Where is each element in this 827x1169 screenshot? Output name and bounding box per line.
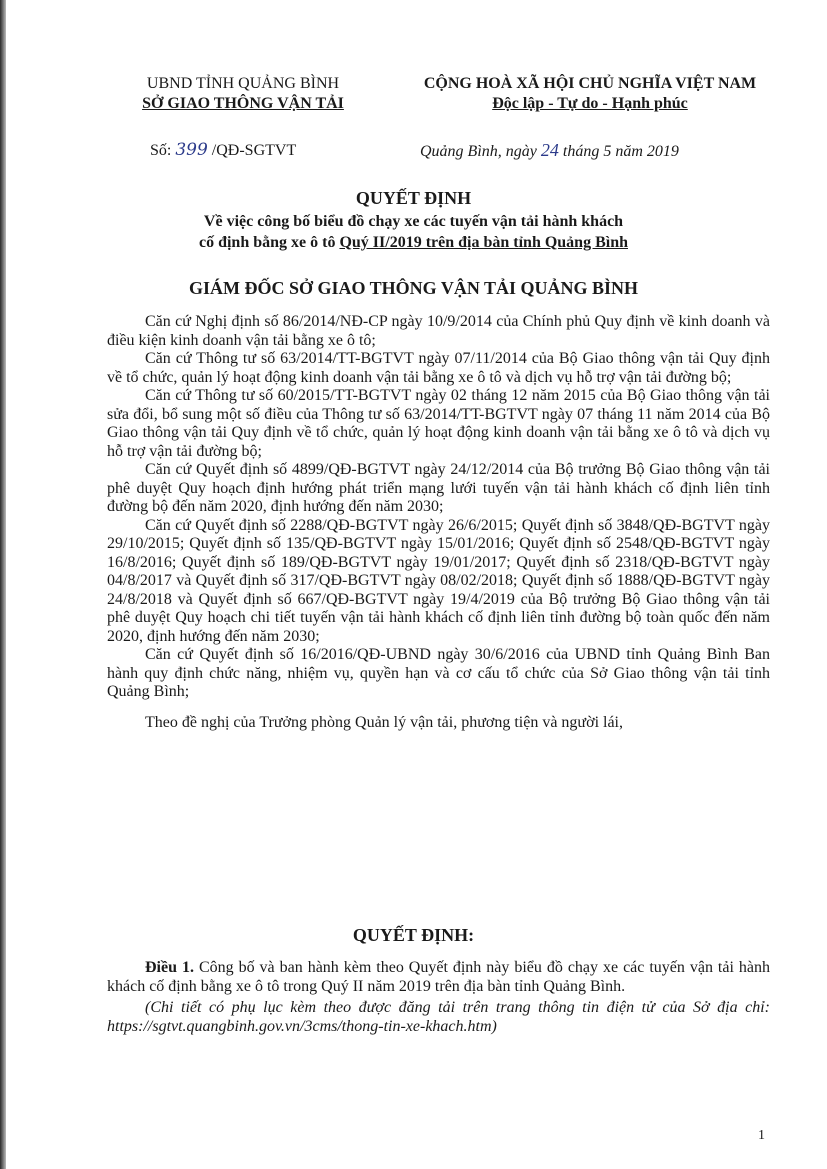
page-number: 1 [758,1128,765,1143]
article-note: (Chi tiết có phụ lục kèm theo được đăng tải trên trang thông tin điện tử của Sở địa chỉ: https://sgtvt.quangbinh.gov.vn/3cms/thong-tin-xe-khach.htm) [107,999,770,1035]
agency-name: SỞ GIAO THÔNG VẬN TẢI [142,95,344,112]
national-motto: Độc lập - Tự do - Hạnh phúc [492,95,688,112]
document-subject: Về việc công bố biểu đồ chạy xe các tuyến vận tải hành khách cố định bằng xe ô tô Quý II/2019 trên địa bàn tỉnh Quảng Bình [198,213,628,251]
document-number: Số: 399 /QĐ-SGTVT [150,140,297,160]
handwritten-number: 399 [175,140,208,160]
legal-basis-paragraph: Căn cứ Quyết định số 4899/QĐ-BGTVT ngày 24/12/2014 của Bộ trưởng Bộ Giao thông vận tải phê duyệt Quy hoạch định hướng phát triển mạng lưới tuyến vận tải hành khách cố định liên tỉnh đường bộ đến năm 2020, định hướng đến năm 2030; [107,461,770,515]
article-text: Công bố và ban hành kèm theo Quyết định này biểu đồ chạy xe các tuyến vận tải hành khách cố định bằng xe ô tô trong Quý II năm 2019 trên địa bàn tỉnh Quảng Bình. [107,959,770,995]
article-1 [107,958,770,1036]
document-title: QUYẾT ĐỊNH [355,188,472,208]
decision-heading: QUYẾT ĐỊNH: [352,925,475,945]
legal-basis-paragraph: Căn cứ Nghị định số 86/2014/NĐ-CP ngày 10/9/2014 của Chính phủ Quy định về kinh doanh và điều kiện kinh doanh vận tải bằng xe ô tô; [107,313,770,349]
country-name: CỘNG HOÀ XÃ HỘI CHỦ NGHĨA VIỆT NAM [423,75,757,92]
issuing-authority: GIÁM ĐỐC SỞ GIAO THÔNG VẬN TẢI QUẢNG BÌNH [188,278,639,298]
place-and-date: Quảng Bình, ngày 24 tháng 5 năm 2019 [420,140,679,160]
issuing-agency [118,74,368,114]
legal-basis-paragraph: Căn cứ Thông tư số 60/2015/TT-BGTVT ngày 02 tháng 12 năm 2015 của Bộ Giao thông vận tải sửa đổi, bổ sung một số điều của Thông tư số 63/2014/TT-BGTVT ngày 07 tháng 11 năm 2014 của Bộ Giao thông vận tải Quy định về tổ chức, quản lý hoạt động kinh doanh vận tải bằng xe ô tô và dịch vụ hỗ trợ vận tải đường bộ; [107,387,770,460]
agency-parent: UBND TỈNH QUẢNG BÌNH [146,75,340,92]
article-label: Điều 1. [145,959,194,976]
legal-basis-paragraph: Căn cứ Quyết định số 2288/QĐ-BGTVT ngày 26/6/2015; Quyết định số 3848/QĐ-BGTVT ngày 29/10/2015; Quyết định số 135/QĐ-BGTVT ngày 15/01/2016; Quyết định số 2548/QĐ-BGTVT ngày 16/8/2016; Quyết định số 189/QĐ-BGTVT ngày 19/01/2017; Quyết định số 2318/QĐ-BGTVT ngày 04/8/2017 và Quyết định số 317/QĐ-BGTVT ngày 08/02/2018; Quyết định số 1888/QĐ-BGTVT ngày 24/8/2018 và Quyết định số 667/QĐ-BGTVT ngày 19/4/2019 của Bộ trưởng Bộ Giao thông vận tải phê duyệt Quy hoạch chi tiết tuyến vận tải hành khách cố định liên tỉnh đường bộ toàn quốc đến năm 2020, định hướng đến năm 2030; [107,516,770,645]
preamble [107,313,770,732]
legal-basis-paragraph: Căn cứ Quyết định số 16/2016/QĐ-UBND ngày 30/6/2016 của UBND tỉnh Quảng Bình Ban hành quy định chức năng, nhiệm vụ, quyền hạn và cơ cấu tổ chức của Sở Giao thông vận tải tỉnh Quảng Bình; [107,646,770,700]
legal-basis-paragraph: Căn cứ Thông tư số 63/2014/TT-BGTVT ngày 07/11/2014 của Bộ Giao thông vận tải Quy định về tổ chức, quản lý hoạt động kinh doanh vận tải bằng xe ô tô và dịch vụ hỗ trợ vận tải đường bộ; [107,350,770,386]
national-title [380,74,800,114]
handwritten-day: 24 [540,140,559,160]
scan-edge [0,0,6,1169]
proposal-paragraph: Theo đề nghị của Trưởng phòng Quản lý vận tải, phương tiện và người lái, [145,713,623,731]
